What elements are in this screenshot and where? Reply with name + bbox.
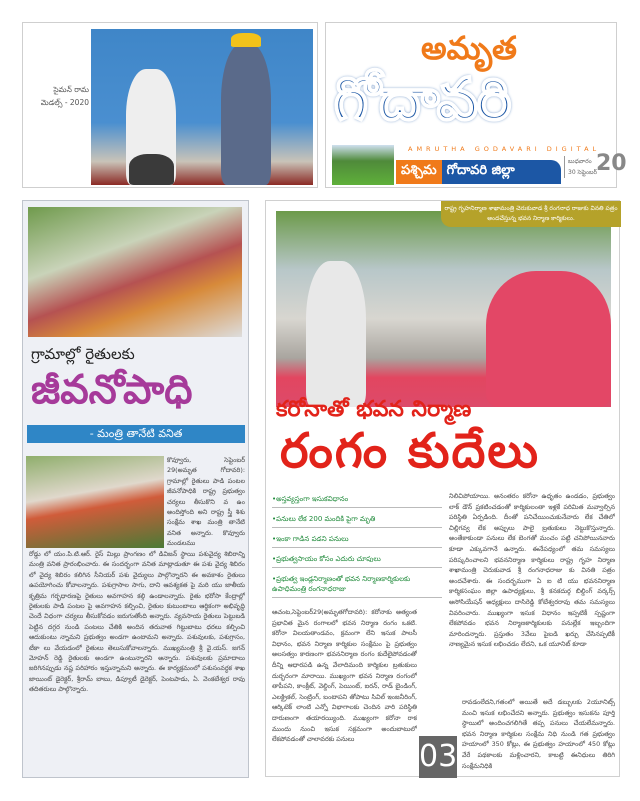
page-number: 03 <box>419 736 457 778</box>
story-headline: రంగం కుదేలు <box>280 423 541 479</box>
photo-caption: రాష్ట్ర గృహనిర్మాణ శాఖామంత్రి చెరుకువాడ శ్రీ రంగనాధ రాజుకు వినతి పత్రం అందచేస్తున్న భవన నిర్మాణ కార్మికులు. <box>441 201 621 227</box>
story-body: రోడ్డు లో యం.పి.టి.ఆర్. రైస్ మిల్లు ప్రాంగణం లో డివిజన్ స్థాయి పశువైద్య శిబిరాన్ని మంత్రి వనిత ప్రారంభించారు. ఈ సందర్భంగా వనిత మాట్లాడుతూ ఈ పశు వైద్య శిబిరం లో వైద్య శిబిరం కలిగిన సీనియర్ పశు వైద్యులు పాల్గొన్నారని ఈ అవకాశం రైతులు ఉపయోగించు కోవాలన్నారు. పశుగ్రాసాల సాగు, దాని ఆవశ్యకత పై మరి యు జాతీయ కృత్రిమ గర్భధారణపై రైతులు అవగాహన కల్గి ఉండాలన్నారు. రైతు భరోసా కేంద్రాల్లో రైతులకు పాడి పంటల పై అవగాహన కల్పించి, రైతుల కుటుంబాలు ఆర్థికంగా అభివృద్ధి చెందే విధంగా చర్యలు తీసుకోవడం జరుగుతోంది అన్నారు. వ్యవసాయ రైతులు పెట్టుబడి పెట్టిన దగ్గర నుండి పంటలు చేతికి అందిన తరువాత గిట్టుబాటు ధరలు కల్పించి ఆదుకుంటు న్నామని ప్రభుత్వం అండగా ఉంటామని అన్నారు. పశువులకు, పశుగ్రాసం, టీకా లు వేయడంలో రైతులు తెలుసుకోవాలన్నారు. ముఖ్యమంత్రి శ్రీ వై.యస్. జగన్ మోహన్ రెడ్డి రైతులకు అండగా ఉంటున్నారని అన్నారు. పశువులకు ప్రమాదాలు జరిగినప్పుడు నష్ట పరిహారం ఇస్తున్నామని అన్నారు. ఈ కార్యక్రమంలో పశుసంవర్ధక శాఖ జాయింట్ డైరెక్టర్, శ్రీరామ్ బాబు, డిప్యూటీ డైరెక్టర్, పెంటపాడు, ఏ. వెంకటేశ్వర రావు తదితరులు పాల్గొన్నారు. <box>29 550 245 694</box>
district-banner <box>396 160 561 184</box>
vet-camp-photo <box>26 456 164 548</box>
story-body-col1: ఆచంట,సెప్టెంబర్29(అమృతగోదావరి): కరోనాకు అత్యంత ప్రభావిత మైన రంగాలలో భవన నిర్మాణ రంగం ఒకటి. కరోనా విలయతాండవం, క్రమంగా లేని ఇసుక పాలసీ విధానం, భవన నిర్మాణ కార్మికుల సంక్షేమం పై ప్రభుత్వం అలసత్వం కారణంగా భవననిర్మాణ రంగం కుదేలైపోవడంతో దీన్ని ఆధారపడి ఉన్న వేలాదిమంది కార్మికుల బ్రతుకులు దుర్భరంగా మారాయి. ముఖ్యంగా భవన నిర్మాణ రంగంలో తాపీపని, కాంక్రీట్, వెల్డింగ్, పెయింట్, ఐరన్, రాడ్ బైండింగ్, ఎలక్ట్రికల్, సెంట్రింగ్, బంటాపని తోపాటు సివిల్ ఇంజనీరింగ్, ఆర్కిటెక్ లాంటి ఎన్నో విభాగాలకు చెందిన వారి పరిస్థితి దారుణంగా తయారయ్యింది. ముఖ్యంగా కరోనా రాక ముందు నుంచి ఇసుక సక్రమంగా అందుబాటులో లేకపోవడంతో చాలావరకు పనులు <box>272 608 417 744</box>
story-body-col3: రావడంలేదని,గతంలో అయితే అదే డబ్బులకు 2యూనిట్స్ మంచి ఇసుక లభించేదని అన్నారు. ప్రభుత్వం ఇసుకను పూర్తి స్థాయిలో అందించగలిగితే తప్ప పనులు చేయలేమన్నారు. భవన నిర్మాణ కార్మికుల సంక్షేమ నిధి నుండి గత ప్రభుత్వం హయాంలో 350 కోట్లు, ఈ ప్రభుత్వం హయాంలో 450 కోట్లు వేరే పథకాలకు మళ్లించారని, కాబట్టి ఈనిధులు తిరిగి సంక్షేమనిధికి <box>462 698 615 770</box>
story-kicker: గ్రామాల్లో రైతులకు <box>31 345 135 363</box>
left-story <box>22 200 249 778</box>
story-body-col2: నిలిచిపోయాయి. అనంతరం కరోనా ఉధృతం ఉండడం, ప్రభుత్వం లాక్ డౌన్ ప్రకటించడంతో కార్మికులంతా ఇళ్లకే పరిమిత మవ్వాల్సిన పరిస్థితి ఏర్పడింది. దీంతో పనిచేయించుకునేవారు లేక చేతిలో చిల్లిగవ్వ లేక అప్పులు పాలై బ్రతుకులు నెట్టుకొస్తున్నారు. అంతేకాకుండా పనులు లేక బెంగతో మంచం పట్టి చనిపోయినవారు కూడా ఎక్కువగానే ఉన్నారు. ఈనేపధ్యంలో తమ సమస్యలు పరిష్కరించాలని భవననిర్మాణ కార్మికులు రాష్ట్ర గృహ నిర్మాణ శాఖామంత్రి చెరుకువాడ శ్రీ రంగనాధరాజు కు వినతి పత్రం అందచేశారు. ఈ సందర్భముగా ఏ ఐ టి యు భవననిర్మాణ కార్మికసంఘం జిల్లా ఉపాధ్యక్షులు, శ్రీ కనకదుర్గ బిల్డింగ్ వర్కర్స్ అసోసియేషన్ అధ్యక్షులు దాసిరెడ్డి కోటేశ్వరరావు తమ సమస్యలు వివరించారు. ముఖ్యంగా ఇసుక విధానం ఇప్పటికీ స్పష్టంగా లేకపోవడం భవన నిర్మాణకార్మికులకు పనుల్లేక ఇబ్బందిగా మారిందన్నారు. ప్రస్తుతం 3వేలు పైబడి ఖర్చు చేసినప్పటికీ నాణ్యమైన ఇసుక లభించడం లేదని, ఒక యూనిట్ కూడా <box>449 492 615 649</box>
petition-photo <box>276 211 611 407</box>
highlight-item: • ప్రభుత్వసాయం కోసం ఎదురు చూపులు <box>272 551 442 568</box>
main-story <box>265 200 620 777</box>
story-byline: - మంత్రి తానేటి వనిత <box>27 425 245 443</box>
photo-caption: సైమన్ రామ మెడల్స్ - 2020 <box>40 85 89 107</box>
district-part2: గోదావరి జిల్లా <box>442 160 561 184</box>
issue-date <box>564 156 597 178</box>
person-figure <box>129 154 174 185</box>
day: బుధవారం <box>568 158 592 165</box>
award-photo <box>91 29 313 185</box>
turban <box>231 33 261 47</box>
masthead-subtitle: AMRUTHA GODAVARI DIGITAL <box>408 145 601 153</box>
highlight-item: • పనులు లేక 200 మందికి పైగా మృతి <box>272 511 442 528</box>
district-part1: పశ్చిమ <box>396 160 442 184</box>
highlight-item: • అస్తవ్యస్తంగా ఇసుకవిధానం <box>272 491 442 508</box>
highlight-item: • ప్రభుత్వ ఇండ్లనిర్మాణంతో భవన నిర్మాణకార్మికులకు ఉపాధిమంత్రి రంగనాధరాజు <box>272 571 442 598</box>
person-figure <box>306 261 366 407</box>
masthead-title: గోదావరి <box>334 65 511 133</box>
year: 20 <box>596 151 627 176</box>
field-image <box>332 145 394 185</box>
person-figure <box>221 44 271 185</box>
top-photo-panel <box>22 22 318 188</box>
date: 30 సెప్టెంబర్ <box>568 169 598 176</box>
masthead-title-top: అమృత <box>421 29 517 67</box>
farmers-photo <box>28 207 242 337</box>
highlights-list <box>272 491 442 601</box>
story-headline: జీవనోపాధి <box>31 367 193 413</box>
masthead <box>325 22 627 188</box>
story-kicker: కరోనాతో భవన నిర్మాణ <box>276 397 472 422</box>
person-figure <box>486 271 611 407</box>
highlight-item: • ఇంకా గాడిన పడని పనులు <box>272 531 442 548</box>
story-text-side: కొవ్వూరు, సెప్టెంబర్ 29(అమృత గోదావరి): గ్రామాల్లో రైతులు పాడి పంటల జీవనోపాధికి రాష్ట్ర ప్రభుత్వం చర్యలు తీసుకొని వ ఉం అందిస్తోంది అని రాష్ట్ర స్త్రీ శిశు సంక్షేమ శాఖ మంత్రి తానేటి వనిత అన్నారు. కొవ్వూరు మండలము <box>167 456 245 548</box>
